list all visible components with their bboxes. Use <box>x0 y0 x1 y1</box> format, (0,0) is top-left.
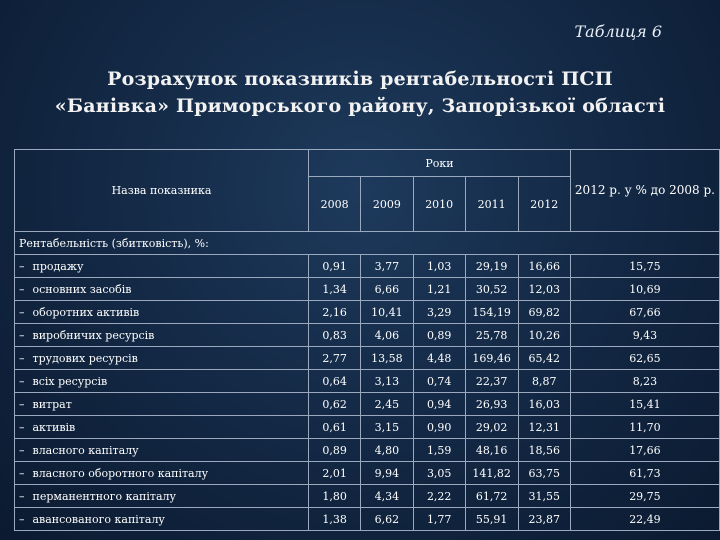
year-value-cell: 8,87 <box>518 370 570 393</box>
year-value-cell: 23,87 <box>518 508 570 531</box>
dash-bullet: – <box>19 282 25 296</box>
dash-bullet: – <box>19 443 25 457</box>
dash-bullet: – <box>19 259 25 273</box>
year-value-cell: 2,77 <box>309 347 361 370</box>
indicator-name-header: Назва показника <box>15 150 309 232</box>
row-name-cell <box>15 347 309 370</box>
year-value-cell: 0,64 <box>309 370 361 393</box>
row-name-cell <box>15 485 309 508</box>
dash-bullet: – <box>19 397 25 411</box>
table-row <box>15 485 720 508</box>
dash-bullet: – <box>19 351 25 365</box>
row-name-cell <box>15 324 309 347</box>
year-value-cell: 169,46 <box>465 347 518 370</box>
year-value-cell: 12,03 <box>518 278 570 301</box>
row-name: основних засобів <box>32 282 132 296</box>
year-value-cell: 141,82 <box>465 462 518 485</box>
year-value-cell: 1,59 <box>413 439 465 462</box>
row-name: продажу <box>32 259 84 273</box>
table-row <box>15 508 720 531</box>
row-name: витрат <box>32 397 72 411</box>
row-name-cell <box>15 370 309 393</box>
dash-bullet: – <box>19 305 25 319</box>
year-value-cell: 65,42 <box>518 347 570 370</box>
year-value-cell: 25,78 <box>465 324 518 347</box>
table-row <box>15 347 720 370</box>
change-percent-header: 2012 р. у % до 2008 р. <box>570 150 719 232</box>
year-value-cell: 9,94 <box>361 462 413 485</box>
year-value-cell: 18,56 <box>518 439 570 462</box>
table-row <box>15 439 720 462</box>
year-value-cell: 69,82 <box>518 301 570 324</box>
dash-bullet: – <box>19 489 25 503</box>
years-group-header: Роки <box>309 150 571 177</box>
change-value-cell: 17,66 <box>570 439 719 462</box>
title-line-1: Розрахунок показників рентабельності ПСП <box>107 68 613 90</box>
dash-bullet: – <box>19 512 25 526</box>
year-value-cell: 1,21 <box>413 278 465 301</box>
year-value-cell: 0,94 <box>413 393 465 416</box>
year-value-cell: 1,34 <box>309 278 361 301</box>
year-value-cell: 16,66 <box>518 255 570 278</box>
table-row <box>15 370 720 393</box>
year-value-cell: 0,89 <box>413 324 465 347</box>
year-header: 2010 <box>413 177 465 232</box>
year-value-cell: 0,83 <box>309 324 361 347</box>
section-row <box>15 232 720 255</box>
year-value-cell: 4,34 <box>361 485 413 508</box>
year-value-cell: 1,38 <box>309 508 361 531</box>
year-value-cell: 2,01 <box>309 462 361 485</box>
year-value-cell: 154,19 <box>465 301 518 324</box>
year-value-cell: 10,26 <box>518 324 570 347</box>
row-name: оборотних активів <box>32 305 140 319</box>
year-value-cell: 4,06 <box>361 324 413 347</box>
row-name: всіх ресурсів <box>32 374 108 388</box>
year-value-cell: 3,15 <box>361 416 413 439</box>
change-value-cell: 67,66 <box>570 301 719 324</box>
year-value-cell: 2,45 <box>361 393 413 416</box>
row-name: авансованого капіталу <box>32 512 165 526</box>
change-value-cell: 29,75 <box>570 485 719 508</box>
dash-bullet: – <box>19 328 25 342</box>
year-value-cell: 12,31 <box>518 416 570 439</box>
year-value-cell: 48,16 <box>465 439 518 462</box>
year-value-cell: 0,89 <box>309 439 361 462</box>
year-value-cell: 3,05 <box>413 462 465 485</box>
table-row <box>15 462 720 485</box>
change-value-cell: 9,43 <box>570 324 719 347</box>
year-value-cell: 26,93 <box>465 393 518 416</box>
header-row-1 <box>15 150 720 177</box>
year-value-cell: 1,77 <box>413 508 465 531</box>
table-row <box>15 416 720 439</box>
year-value-cell: 31,55 <box>518 485 570 508</box>
table-row <box>15 324 720 347</box>
dash-bullet: – <box>19 420 25 434</box>
row-name-cell <box>15 393 309 416</box>
year-value-cell: 2,16 <box>309 301 361 324</box>
change-value-cell: 15,41 <box>570 393 719 416</box>
table-row <box>15 255 720 278</box>
profitability-table <box>14 149 720 531</box>
title-line-2: «Банівка» Приморського району, Запорізької області <box>54 95 666 117</box>
year-value-cell: 13,58 <box>361 347 413 370</box>
year-value-cell: 30,52 <box>465 278 518 301</box>
change-value-cell: 62,65 <box>570 347 719 370</box>
year-value-cell: 6,66 <box>361 278 413 301</box>
year-value-cell: 6,62 <box>361 508 413 531</box>
year-value-cell: 2,22 <box>413 485 465 508</box>
section-label: Рентабельність (збитковість), %: <box>15 232 720 255</box>
page-title <box>0 66 720 120</box>
row-name-cell <box>15 278 309 301</box>
change-value-cell: 15,75 <box>570 255 719 278</box>
year-value-cell: 0,90 <box>413 416 465 439</box>
year-value-cell: 0,62 <box>309 393 361 416</box>
year-value-cell: 61,72 <box>465 485 518 508</box>
year-value-cell: 22,37 <box>465 370 518 393</box>
table-row <box>15 278 720 301</box>
year-value-cell: 29,02 <box>465 416 518 439</box>
row-name: власного капіталу <box>32 443 139 457</box>
change-value-cell: 11,70 <box>570 416 719 439</box>
year-value-cell: 0,74 <box>413 370 465 393</box>
row-name-cell <box>15 255 309 278</box>
year-header: 2012 <box>518 177 570 232</box>
year-value-cell: 16,03 <box>518 393 570 416</box>
change-value-cell: 22,49 <box>570 508 719 531</box>
table-row <box>15 393 720 416</box>
table-number-label: Таблиця 6 <box>574 22 662 41</box>
year-value-cell: 63,75 <box>518 462 570 485</box>
row-name-cell <box>15 301 309 324</box>
year-value-cell: 1,03 <box>413 255 465 278</box>
row-name: активів <box>32 420 76 434</box>
year-value-cell: 0,61 <box>309 416 361 439</box>
year-value-cell: 55,91 <box>465 508 518 531</box>
dash-bullet: – <box>19 374 25 388</box>
table-row <box>15 301 720 324</box>
row-name-cell <box>15 508 309 531</box>
row-name-cell <box>15 439 309 462</box>
year-value-cell: 10,41 <box>361 301 413 324</box>
row-name-cell <box>15 416 309 439</box>
year-value-cell: 4,48 <box>413 347 465 370</box>
year-header: 2008 <box>309 177 361 232</box>
year-value-cell: 1,80 <box>309 485 361 508</box>
change-value-cell: 8,23 <box>570 370 719 393</box>
row-name: власного оборотного капіталу <box>32 466 209 480</box>
row-name: виробничих ресурсів <box>32 328 155 342</box>
year-value-cell: 0,91 <box>309 255 361 278</box>
year-value-cell: 3,13 <box>361 370 413 393</box>
year-header: 2009 <box>361 177 413 232</box>
row-name: трудових ресурсів <box>32 351 138 365</box>
dash-bullet: – <box>19 466 25 480</box>
change-value-cell: 61,73 <box>570 462 719 485</box>
year-header: 2011 <box>465 177 518 232</box>
year-value-cell: 29,19 <box>465 255 518 278</box>
year-value-cell: 4,80 <box>361 439 413 462</box>
year-value-cell: 3,29 <box>413 301 465 324</box>
row-name-cell <box>15 462 309 485</box>
row-name: перманентного капіталу <box>32 489 176 503</box>
change-value-cell: 10,69 <box>570 278 719 301</box>
year-value-cell: 3,77 <box>361 255 413 278</box>
